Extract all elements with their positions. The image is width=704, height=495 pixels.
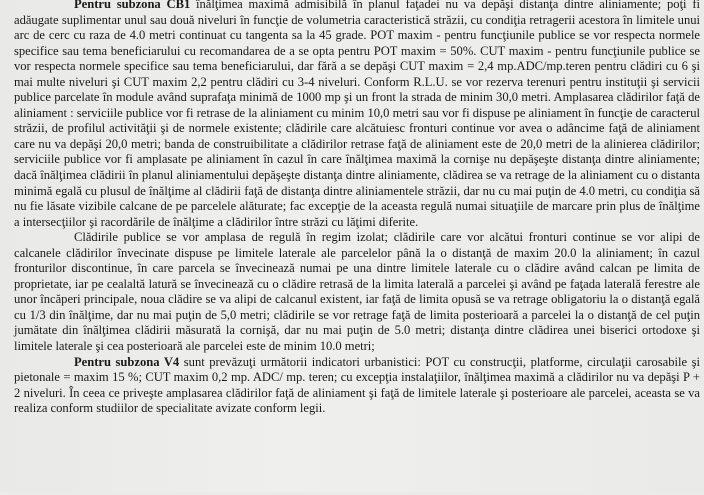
subzone-heading-v4: Pentru subzona V4 xyxy=(74,354,180,369)
paragraph-body: Clădirile publice se vor amplasa de regulă în regim izolat; clădirile care vor alcătui fronturi continue se vor alipi de calcanele clădirilor învecinate dispuse pe limitele laterale ale parcelelor până la o distanţă de maxim 20.0 la aliniament; în cazul fronturilor discontinue, în care parcela se învecinează numai pe una dintre limitele laterale cu o clădire având calcan pe limita de proprietate, iar pe cealaltă latură se învecinează cu o clădire retrasă de la limita laterală a parcelei şi având pe faţada laterală ferestre ale unor încăperi principale, noua clădire se va alipi de calcanul existent, iar faţă de limita opusă se va retrage obligatoriu la o distanţă egală cu 1/3 din înălţime, dar nu mai puţin de 5,0 metri; clădirile se vor retrage faţă de limita posterioară a parcelei la o distanţă de cel puţin jumătate din înălţimea clădirii măsurată la cornişă, dar nu mai puţin de 5.0 metri; distanţa dintre clădirea unei biserici ortodoxe şi limitele laterale şi cea posterioară ale parcelei este de minim 10.0 metri; xyxy=(14,230,700,354)
paragraph-body: înălţimea maximă admisibilă în planul faţadei nu va depăşi distanţa dintre aliniamente; poţi fi adăugate suplimentar unul sau două niveluri în funcţie de volumetria caracteristică străzii, cu condiţia retragerii acestora în limitele unui arc de cerc cu raza de 4.0 metri continuat cu tangenta sa la 45 grade. POT maxim - pentru funcţiunile publice se vor respecta normele specifice sau tema beneficiarului cu recomandarea de a se opta pentru POT maxim = 50%. CUT maxim - pentru funcţiunile publice se vor respecta normele specifice sau tema beneficiarului, dar fără a se depăşi CUT maxim = 2,4 mp.ADC/mp.teren pentru clădiri cu 6 şi mai multe niveluri şi CUT maxim 2,2 pentru clădiri cu 3-4 niveluri. Conform R.L.U. se vor rezerva terenuri pentru instituţii şi servicii publice parcelate în module având suprafaţa minimă de 1000 mp şi un front la strada de minim 30,0 metri. Amplasarea clădirilor faţă de aliniament : serviciile publice vor fi retrase de la aliniament cu minim 10,0 metri sau vor fi dispuse pe aliniament în funcţie de caracterul străzii, de profilul activităţii şi de normele existente; clădirile care alcătuiesc fronturi continue vor avea o adâncime faţă de aliniament care nu va depăşi 20,0 metri; banda de construibilitate a clădirilor retrase faţă de aliniament este de 20,0 metri de la alinierea clădirilor; serviciile publice vor fi amplasate pe aliniament în cazul în care înălţimea maximă la cornişe nu depăşeşte distanţa dintre aliniamente; dacă înălţimea clădirii în planul aliniamentului depăşeşte distanţa dintre aliniamente, clădirea se va retrage de la aliniament cu o distanta minimă egală cu plusul de înălţime al clădirii faţă de distanţa dintre aliniamentele străzii, dar nu cu mai puţin de 4.0 metri, cu condiţia să nu fie lăsate vizibile calcane de pe parcelele alăturate; fac excepţie de la aceasta regulă numai situaţiile de marcare prin plus de înălţime a intersecţiilor şi racordările de înălţime a clădirilor între străzi cu lăţimi diferite. xyxy=(14,0,700,229)
subzone-heading-cb1: Pentru subzona CB1 xyxy=(74,0,191,11)
paragraph-cb1 xyxy=(14,0,700,230)
paragraph-body: sunt prevăzuţi următorii indicatori urbanistici: POT cu construcţii, platforme, circulaţii carosabile şi pietonale = maxim 15 %; CUT maxim 0,2 mp. ADC/ mp. teren; cu excepţia instalaţiilor, înălţimea maximă a clădirilor nu va depăşi P + 2 niveluri. În ceea ce priveşte amplasarea clădirilor faţă de aliniament şi faţă de limitele laterale şi posterioare ale parcelei, aceasta se va realiza conform studiilor de specialitate avizate conform legii. xyxy=(14,354,701,416)
paragraph-v4 xyxy=(14,355,700,417)
paragraph-public-buildings xyxy=(14,230,700,354)
